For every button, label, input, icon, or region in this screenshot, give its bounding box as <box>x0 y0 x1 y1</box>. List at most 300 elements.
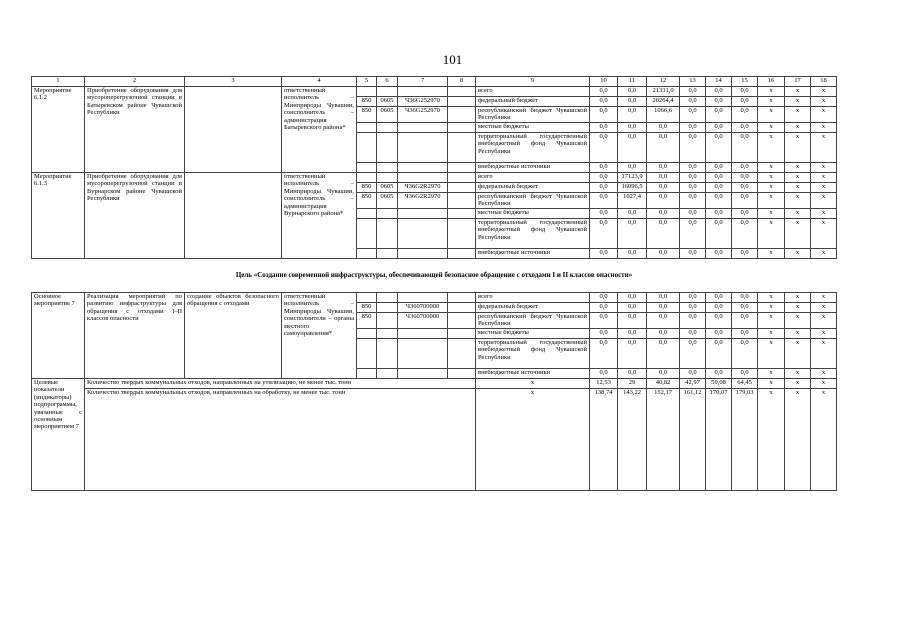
grbs-code <box>357 339 377 369</box>
rzpr-code <box>377 339 398 369</box>
year-value: x <box>785 173 811 183</box>
goal-heading: Цель «Создание современной инфраструктуры, обеспечивающей безопасное обращение с отходами I и II классов опасности» <box>32 259 837 293</box>
year-value: 0,0 <box>706 219 732 249</box>
year-value: 0,0 <box>706 329 732 339</box>
vr-code <box>448 193 476 209</box>
funding-source: местные бюджеты <box>476 123 590 133</box>
year-value: 0,0 <box>590 293 618 303</box>
column-number: 17 <box>785 77 811 87</box>
year-value: 0,0 <box>618 249 647 259</box>
year-value: 0,0 <box>618 303 647 313</box>
vr-code <box>448 87 476 97</box>
vr-code <box>448 163 476 173</box>
rzpr-code <box>377 369 398 379</box>
budget-table <box>31 76 837 491</box>
indicator-value: x <box>785 389 811 491</box>
year-value: x <box>811 313 837 329</box>
csr-code: Ч36G2R2970 <box>398 193 448 209</box>
year-value: 0,0 <box>732 133 758 163</box>
year-value: 0,0 <box>732 219 758 249</box>
funding-source: местные бюджеты <box>476 209 590 219</box>
funding-source: республиканский бюджет Чувашской Республики <box>476 107 590 123</box>
year-value: 0,0 <box>618 293 647 303</box>
year-value: 0,0 <box>706 133 732 163</box>
year-value: x <box>785 339 811 369</box>
grbs-code: 850 <box>357 193 377 209</box>
section-col1: Основное мероприятие 7 <box>32 293 85 379</box>
year-value: x <box>811 87 837 97</box>
rzpr-code <box>377 303 398 313</box>
vr-code <box>448 303 476 313</box>
year-value: 0,0 <box>732 173 758 183</box>
funding-source: территориальный государственный внебюджетный фонд Чувашской Республики <box>476 133 590 163</box>
year-value: 0,0 <box>706 107 732 123</box>
rzpr-code <box>377 133 398 163</box>
indicator-value: x <box>785 379 811 389</box>
grbs-code <box>357 163 377 173</box>
vr-code <box>448 107 476 123</box>
grbs-code: 850 <box>357 97 377 107</box>
year-value: 0,0 <box>732 87 758 97</box>
rzpr-code <box>377 329 398 339</box>
section-col2: Реализация мероприятий по развитию инфраструктуры для обращения с отходами I–II классов опасности <box>85 293 185 379</box>
year-value: 0,0 <box>590 107 618 123</box>
year-value: 0,0 <box>732 293 758 303</box>
year-value: 0,0 <box>618 329 647 339</box>
funding-source: всего <box>476 173 590 183</box>
year-value: x <box>758 209 785 219</box>
year-value: 0,0 <box>647 369 680 379</box>
year-value: x <box>758 219 785 249</box>
year-value: 0,0 <box>590 209 618 219</box>
section-col1: Мероприятие 6.1.2 <box>32 87 85 173</box>
indicator-x: x <box>476 389 590 491</box>
year-value: 0,0 <box>706 339 732 369</box>
year-value: x <box>758 369 785 379</box>
csr-code <box>398 133 448 163</box>
funding-source: внебюджетные источники <box>476 249 590 259</box>
year-value: x <box>785 193 811 209</box>
year-value: 0,0 <box>590 303 618 313</box>
vr-code <box>448 219 476 249</box>
section-col2: Приобретение оборудования для мусороперегрузочной станции в Батыревском районе Чувашской Республики <box>85 87 185 173</box>
year-value: 0,0 <box>590 369 618 379</box>
rzpr-code <box>377 219 398 249</box>
csr-code <box>398 87 448 97</box>
year-value: 0,0 <box>618 219 647 249</box>
vr-code <box>448 173 476 183</box>
year-value: 0,0 <box>590 183 618 193</box>
year-value: 0,0 <box>647 219 680 249</box>
vr-code <box>448 249 476 259</box>
year-value: x <box>785 163 811 173</box>
year-value: x <box>758 249 785 259</box>
year-value: 0,0 <box>590 163 618 173</box>
year-value: 0,0 <box>732 339 758 369</box>
year-value: 0,0 <box>647 339 680 369</box>
section-col3: создание объектов безопасного обращения с отходами <box>185 293 282 379</box>
indicator-text: Количество твердых коммунальных отходов, направленных на утилизацию, не менее тыс. тонн <box>85 379 476 389</box>
year-value: 0,0 <box>680 97 706 107</box>
csr-code <box>398 163 448 173</box>
rzpr-code: 0605 <box>377 183 398 193</box>
vr-code <box>448 339 476 369</box>
year-value: 0,0 <box>590 173 618 183</box>
csr-code <box>398 329 448 339</box>
year-value: 0,0 <box>732 183 758 193</box>
section-col1: Мероприятие 6.1.3 <box>32 173 85 259</box>
year-value: 0,0 <box>680 329 706 339</box>
csr-code <box>398 173 448 183</box>
year-value: 0,0 <box>706 293 732 303</box>
grbs-code: 850 <box>357 107 377 123</box>
indicator-value: 59,08 <box>706 379 732 389</box>
year-value: x <box>758 173 785 183</box>
grbs-code <box>357 173 377 183</box>
year-value: 0,0 <box>706 209 732 219</box>
vr-code <box>448 97 476 107</box>
year-value: x <box>811 249 837 259</box>
year-value: x <box>785 219 811 249</box>
indicator-value: x <box>758 379 785 389</box>
csr-code <box>398 293 448 303</box>
year-value: 0,0 <box>590 123 618 133</box>
year-value: x <box>785 313 811 329</box>
year-value: 0,0 <box>706 313 732 329</box>
table-row <box>32 173 837 183</box>
year-value: 0,0 <box>590 313 618 329</box>
year-value: 0,0 <box>647 293 680 303</box>
year-value: x <box>758 163 785 173</box>
year-value: x <box>758 123 785 133</box>
grbs-code: 850 <box>357 183 377 193</box>
column-number: 1 <box>32 77 85 87</box>
funding-source: федеральный бюджет <box>476 97 590 107</box>
vr-code <box>448 369 476 379</box>
rzpr-code: 0605 <box>377 193 398 209</box>
year-value: 0,0 <box>647 303 680 313</box>
csr-code <box>398 219 448 249</box>
funding-source: федеральный бюджет <box>476 183 590 193</box>
year-value: 0,0 <box>647 183 680 193</box>
indicator-value: 64,45 <box>732 379 758 389</box>
year-value: 0,0 <box>647 193 680 209</box>
year-value: 0,0 <box>680 339 706 369</box>
vr-code <box>448 209 476 219</box>
year-value: 0,0 <box>680 163 706 173</box>
csr-code <box>398 369 448 379</box>
indicator-value: 29 <box>618 379 647 389</box>
year-value: x <box>758 183 785 193</box>
year-value: 0,0 <box>680 123 706 133</box>
indicator-value: x <box>811 379 837 389</box>
column-number: 5 <box>357 77 377 87</box>
year-value: 0,0 <box>680 219 706 249</box>
year-value: x <box>758 87 785 97</box>
year-value: 0,0 <box>680 303 706 313</box>
section-col2: Приобретение оборудования для мусороперегрузочной станции в Вурнарском районе Чувашской Республики <box>85 173 185 259</box>
year-value: 0,0 <box>618 107 647 123</box>
grbs-code <box>357 123 377 133</box>
funding-source: всего <box>476 87 590 97</box>
year-value: 0,0 <box>706 87 732 97</box>
year-value: 0,0 <box>680 249 706 259</box>
funding-source: территориальный государственный внебюджетный фонд Чувашской Республики <box>476 339 590 369</box>
year-value: 0,0 <box>590 339 618 369</box>
column-number: 9 <box>476 77 590 87</box>
funding-source: внебюджетные источники <box>476 369 590 379</box>
year-value: 0,0 <box>590 329 618 339</box>
year-value: 0,0 <box>706 193 732 209</box>
csr-code: Ч36G252970 <box>398 97 448 107</box>
vr-code <box>448 183 476 193</box>
year-value: x <box>785 123 811 133</box>
year-value: 0,0 <box>706 303 732 313</box>
year-value: 0,0 <box>680 107 706 123</box>
year-value: 0,0 <box>732 329 758 339</box>
csr-code: Ч360700000 <box>398 313 448 329</box>
year-value: 0,0 <box>706 173 732 183</box>
indicator-value: 161,12 <box>680 389 706 491</box>
year-value: 0,0 <box>732 369 758 379</box>
vr-code <box>448 293 476 303</box>
year-value: x <box>758 97 785 107</box>
column-number: 16 <box>758 77 785 87</box>
year-value: 0,0 <box>618 369 647 379</box>
column-number: 13 <box>680 77 706 87</box>
rzpr-code <box>377 293 398 303</box>
vr-code <box>448 123 476 133</box>
year-value: x <box>811 183 837 193</box>
year-value: x <box>811 209 837 219</box>
year-value: x <box>758 313 785 329</box>
year-value: x <box>785 209 811 219</box>
section-col4: ответственный исполнитель – Минприроды Чувашии, соисполнитель – администрация Вурнарского района* <box>282 173 357 259</box>
year-value: x <box>785 369 811 379</box>
csr-code <box>398 339 448 369</box>
year-value: x <box>785 183 811 193</box>
page-number: 101 <box>442 52 463 67</box>
year-value: x <box>758 339 785 369</box>
year-value: x <box>785 329 811 339</box>
grbs-code <box>357 293 377 303</box>
year-value: 0,0 <box>590 219 618 249</box>
year-value: x <box>811 123 837 133</box>
year-value: 16096,5 <box>618 183 647 193</box>
indicator-row <box>32 379 837 389</box>
year-value: x <box>758 303 785 313</box>
year-value: 0,0 <box>590 193 618 209</box>
indicator-x: x <box>476 379 590 389</box>
rzpr-code <box>377 173 398 183</box>
year-value: 21331,0 <box>647 87 680 97</box>
year-value: 0,0 <box>590 97 618 107</box>
year-value: 0,0 <box>647 313 680 329</box>
year-value: 0,0 <box>618 339 647 369</box>
year-value: 0,0 <box>680 193 706 209</box>
csr-code: Ч360700000 <box>398 303 448 313</box>
rzpr-code <box>377 87 398 97</box>
column-number: 14 <box>706 77 732 87</box>
year-value: 0,0 <box>706 249 732 259</box>
year-value: 0,0 <box>618 123 647 133</box>
year-value: 0,0 <box>680 183 706 193</box>
year-value: 0,0 <box>732 313 758 329</box>
rzpr-code <box>377 123 398 133</box>
grbs-code <box>357 329 377 339</box>
year-value: 0,0 <box>618 313 647 329</box>
grbs-code <box>357 87 377 97</box>
year-value: x <box>785 97 811 107</box>
year-value: 0,0 <box>706 183 732 193</box>
year-value: 0,0 <box>732 193 758 209</box>
column-number: 2 <box>85 77 185 87</box>
year-value: x <box>811 163 837 173</box>
grbs-code: 850 <box>357 313 377 329</box>
indicator-value: 170,07 <box>706 389 732 491</box>
year-value: x <box>811 219 837 249</box>
grbs-code <box>357 133 377 163</box>
year-value: 0,0 <box>647 329 680 339</box>
section-col4: ответственный исполнитель – Минприроды Чувашии, соисполнители – органы местного самоуправления* <box>282 293 357 379</box>
column-number: 10 <box>590 77 618 87</box>
year-value: 0,0 <box>680 133 706 163</box>
year-value: 0,0 <box>732 97 758 107</box>
rzpr-code <box>377 163 398 173</box>
column-number: 3 <box>185 77 282 87</box>
column-number: 8 <box>448 77 476 87</box>
year-value: x <box>785 107 811 123</box>
year-value: x <box>811 173 837 183</box>
year-value: x <box>811 107 837 123</box>
column-number: 18 <box>811 77 837 87</box>
column-number: 4 <box>282 77 357 87</box>
indicator-value: 152,17 <box>647 389 680 491</box>
year-value: 0,0 <box>647 123 680 133</box>
year-value: 0,0 <box>618 209 647 219</box>
column-number: 15 <box>732 77 758 87</box>
year-value: x <box>785 249 811 259</box>
year-value: 0,0 <box>647 163 680 173</box>
funding-source: республиканский бюджет Чувашской Республики <box>476 313 590 329</box>
indicator-text: Количество твердых коммунальных отходов, направленных на обработку, не менее тыс. тонн <box>85 389 476 491</box>
funding-source: территориальный государственный внебюджетный фонд Чувашской Республики <box>476 219 590 249</box>
year-value: 0,0 <box>732 209 758 219</box>
year-value: 0,0 <box>618 163 647 173</box>
indicator-value: 12,53 <box>590 379 618 389</box>
year-value: 0,0 <box>680 293 706 303</box>
year-value: 0,0 <box>647 249 680 259</box>
indicator-value: 138,74 <box>590 389 618 491</box>
column-number: 6 <box>377 77 398 87</box>
vr-code <box>448 313 476 329</box>
goal-row <box>32 259 837 293</box>
rzpr-code <box>377 313 398 329</box>
year-value: 1027,4 <box>618 193 647 209</box>
csr-code: Ч36G2R2970 <box>398 183 448 193</box>
grbs-code <box>357 369 377 379</box>
year-value: 0,0 <box>647 133 680 163</box>
year-value: 20264,4 <box>647 97 680 107</box>
vr-code <box>448 329 476 339</box>
year-value: 0,0 <box>590 249 618 259</box>
grbs-code <box>357 249 377 259</box>
table-row <box>32 293 837 303</box>
year-value: 0,0 <box>618 133 647 163</box>
year-value: 17123,9 <box>618 173 647 183</box>
year-value: 0,0 <box>732 303 758 313</box>
year-value: x <box>811 193 837 209</box>
year-value: 0,0 <box>590 133 618 163</box>
year-value: x <box>758 133 785 163</box>
year-value: 0,0 <box>706 369 732 379</box>
indicator-value: 143,22 <box>618 389 647 491</box>
year-value: x <box>758 293 785 303</box>
funding-source: федеральный бюджет <box>476 303 590 313</box>
column-number: 7 <box>398 77 448 87</box>
csr-code: Ч36G252970 <box>398 107 448 123</box>
column-number: 12 <box>647 77 680 87</box>
year-value: 0,0 <box>647 173 680 183</box>
grbs-code <box>357 219 377 249</box>
year-value: 0,0 <box>732 107 758 123</box>
year-value: 0,0 <box>706 163 732 173</box>
year-value: x <box>811 97 837 107</box>
csr-code <box>398 123 448 133</box>
rzpr-code <box>377 209 398 219</box>
year-value: 0,0 <box>618 97 647 107</box>
funding-source: местные бюджеты <box>476 329 590 339</box>
csr-code <box>398 249 448 259</box>
section-col4: ответственный исполнитель – Минприроды Чувашии, соисполнитель – администрация Батыревского района* <box>282 87 357 173</box>
funding-source: внебюджетные источники <box>476 163 590 173</box>
year-value: 0,0 <box>647 209 680 219</box>
year-value: x <box>785 303 811 313</box>
year-value: x <box>811 369 837 379</box>
year-value: x <box>811 303 837 313</box>
year-value: 0,0 <box>590 87 618 97</box>
indicator-value: 42,97 <box>680 379 706 389</box>
year-value: x <box>811 293 837 303</box>
year-value: 0,0 <box>706 97 732 107</box>
section-col3 <box>185 87 282 173</box>
year-value: 0,0 <box>680 313 706 329</box>
indicator-row <box>32 389 837 491</box>
grbs-code <box>357 209 377 219</box>
indicator-value: 179,03 <box>732 389 758 491</box>
year-value: 0,0 <box>706 123 732 133</box>
year-value: 1066,6 <box>647 107 680 123</box>
year-value: 0,0 <box>618 87 647 97</box>
funding-source: всего <box>476 293 590 303</box>
rzpr-code <box>377 249 398 259</box>
year-value: 0,0 <box>732 123 758 133</box>
year-value: x <box>811 329 837 339</box>
column-number: 11 <box>618 77 647 87</box>
year-value: x <box>758 193 785 209</box>
rzpr-code: 0605 <box>377 97 398 107</box>
year-value: x <box>785 133 811 163</box>
indicator-value: x <box>811 389 837 491</box>
table-row <box>32 87 837 97</box>
year-value: 0,0 <box>680 209 706 219</box>
rzpr-code: 0605 <box>377 107 398 123</box>
year-value: 0,0 <box>680 87 706 97</box>
csr-code <box>398 209 448 219</box>
indicator-value: x <box>758 389 785 491</box>
indicator-value: 40,82 <box>647 379 680 389</box>
year-value: x <box>758 329 785 339</box>
